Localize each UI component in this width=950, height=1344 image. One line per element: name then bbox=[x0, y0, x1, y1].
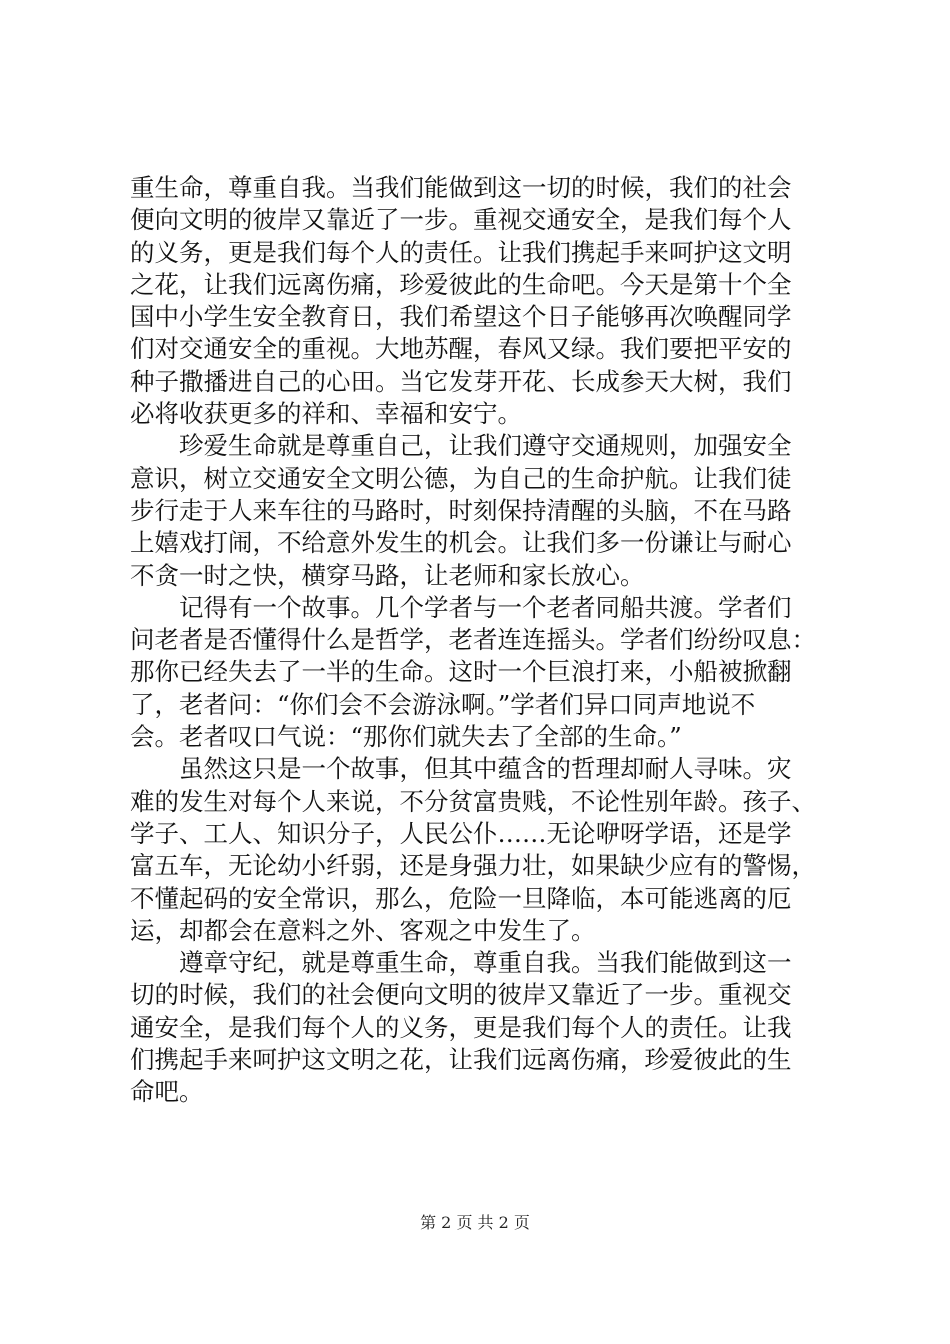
text-line: 了，老者问：“你们会不会游泳啊。”学者们异口同声地说不 bbox=[130, 689, 756, 719]
text-line: 种子撒播进自己的心田。当它发芽开花、长成参天大树，我们 bbox=[130, 366, 792, 396]
text-line: 国中小学生安全教育日，我们希望这个日子能够再次唤醒同学 bbox=[130, 302, 792, 332]
text-line: 们对交通安全的重视。大地苏醒，春风又绿。我们要把平安的 bbox=[130, 334, 792, 364]
text-line: 不懂起码的安全常识，那么，危险一旦降临，本可能逃离的厄 bbox=[130, 883, 792, 913]
text-line: 学子、工人、知识分子，人民公仆……无论咿呀学语，还是学 bbox=[130, 818, 792, 848]
text-line: 重生命，尊重自我。当我们能做到这一切的时候，我们的社会 bbox=[130, 173, 792, 202]
page-footer: 第 2 页 共 2 页 bbox=[420, 1213, 530, 1232]
text-line: 意识，树立交通安全文明公德，为自己的生命护航。让我们徒 bbox=[130, 463, 792, 493]
text-line: 的义务，更是我们每个人的责任。让我们携起手来呵护这文明 bbox=[130, 237, 792, 267]
text-line: 富五车，无论幼小纤弱，还是身强力壮，如果缺少应有的警惕， bbox=[130, 851, 816, 881]
text-line: 记得有一个故事。几个学者与一个老者同船共渡。学者们 bbox=[130, 592, 792, 622]
text-line: 便向文明的彼岸又靠近了一步。重视交通安全，是我们每个人 bbox=[130, 205, 792, 235]
text-line: 会。老者叹口气说：“那你们就失去了全部的生命。” bbox=[130, 722, 682, 752]
text-line: 那你已经失去了一半的生命。这时一个巨浪打来，小船被掀翻 bbox=[130, 657, 792, 687]
text-line: 们携起手来呵护这文明之花，让我们远离伤痛，珍爱彼此的生 bbox=[130, 1045, 792, 1075]
text-line: 难的发生对每个人来说，不分贫富贵贱，不论性别年龄。孩子、 bbox=[130, 786, 816, 816]
text-line: 必将收获更多的祥和、幸福和安宁。 bbox=[130, 399, 522, 429]
text-line: 命吧。 bbox=[130, 1077, 204, 1107]
text-line: 上嬉戏打闹，不给意外发生的机会。让我们多一份谦让与耐心 bbox=[130, 528, 792, 558]
text-line: 虽然这只是一个故事，但其中蕴含的哲理却耐人寻味。灾 bbox=[130, 754, 792, 784]
text-line: 步行走于人来车往的马路时，时刻保持清醒的头脑，不在马路 bbox=[130, 495, 792, 525]
text-line: 不贪一时之快，横穿马路，让老师和家长放心。 bbox=[130, 560, 645, 590]
text-line: 运，却都会在意料之外、客观之中发生了。 bbox=[130, 915, 596, 945]
text-line: 珍爱生命就是尊重自己，让我们遵守交通规则，加强安全 bbox=[130, 431, 792, 461]
text-line: 遵章守纪，就是尊重生命，尊重自我。当我们能做到这一 bbox=[130, 948, 792, 978]
text-line: 之花，让我们远离伤痛，珍爱彼此的生命吧。今天是第十个全 bbox=[130, 269, 792, 299]
text-line: 切的时候，我们的社会便向文明的彼岸又靠近了一步。重视交 bbox=[130, 980, 792, 1010]
text-line: 问老者是否懂得什么是哲学，老者连连摇头。学者们纷纷叹息： bbox=[130, 625, 816, 655]
text-line: 通安全，是我们每个人的义务，更是我们每个人的责任。让我 bbox=[130, 1012, 792, 1042]
body-text bbox=[130, 172, 830, 1109]
